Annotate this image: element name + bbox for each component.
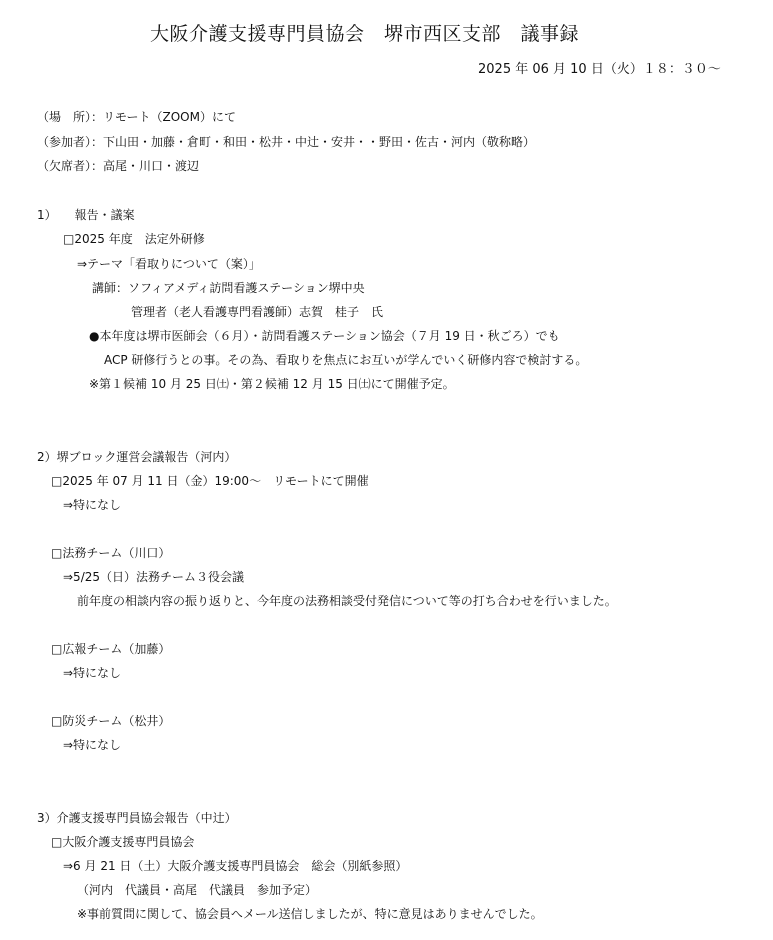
place-line: （場 所）：リモート（ZOOM）にて xyxy=(37,110,236,124)
section-1-note: ●本年度は堺市医師会（６月）・訪問看護ステーション協会（７月 19 日・秋ごろ）でも xyxy=(89,329,560,343)
meeting-datetime: 2025 年 06 月 10 日（火）１８：３０～ xyxy=(478,62,721,77)
section-1-heading: 1） 報告・議案 xyxy=(37,208,135,222)
legal-team-note: 前年度の相談内容の振り返りと、今年度の法務相談受付発信について等の打ち合わせを行いました。 xyxy=(77,594,617,608)
section-3-heading: 3）介護支援専門員協会報告（中辻） xyxy=(37,811,237,825)
section-1-item: □2025 年度 法定外研修 xyxy=(63,232,205,246)
absentees-line: （欠席者）：高尾・川口・渡辺 xyxy=(37,159,200,173)
section-3-detail: ⇒6 月 21 日（土）大阪介護支援専門員協会 総会（別紙参照） xyxy=(63,859,408,873)
section-1-lecturer: 講師：ソフィアメディ訪問看護ステーション堺中央 xyxy=(92,281,365,295)
attendees-line: （参加者）：下山田・加藤・倉町・和田・松井・中辻・安井・・野田・佐古・河内（敬称略） xyxy=(37,135,536,149)
section-1-theme: ⇒テーマ「看取りについて（案）」 xyxy=(77,257,261,271)
legal-team-heading: □法務チーム（川口） xyxy=(51,546,171,560)
page-title: 大阪介護支援専門員協会 堺市西区支部 議事録 xyxy=(150,23,580,45)
pr-team-note: ⇒特になし xyxy=(63,666,122,680)
disaster-team-note: ⇒特になし xyxy=(63,738,122,752)
section-2-meeting-note: ⇒特になし xyxy=(63,498,122,512)
legal-team-detail: ⇒5/25（日）法務チーム３役会議 xyxy=(63,570,245,584)
section-2-heading: 2）堺ブロック運営会議報告（河内） xyxy=(37,450,237,464)
section-3-note: ※事前質問に関して、協会員へメール送信しましたが、特に意見はありませんでした。 xyxy=(77,907,543,921)
section-3-attendees: （河内 代議員・高尾 代議員 参加予定） xyxy=(77,883,318,897)
section-1-note-cont: ACP 研修行うとの事。その為、看取りを焦点にお互いが学んでいく研修内容で検討する。 xyxy=(104,353,588,367)
section-3-item: □大阪介護支援専門員協会 xyxy=(51,835,195,849)
section-1-schedule: ※第１候補 10 月 25 日㈯・第２候補 12 月 15 日㈯にて開催予定。 xyxy=(89,377,455,391)
pr-team-heading: □広報チーム（加藤） xyxy=(51,642,171,656)
section-1-lecturer-role: 管理者（老人看護専門看護師）志賀 桂子 氏 xyxy=(131,305,384,319)
section-2-meeting: □2025 年 07 月 11 日（金）19:00～ リモートにて開催 xyxy=(51,474,369,488)
disaster-team-heading: □防災チーム（松井） xyxy=(51,714,171,728)
